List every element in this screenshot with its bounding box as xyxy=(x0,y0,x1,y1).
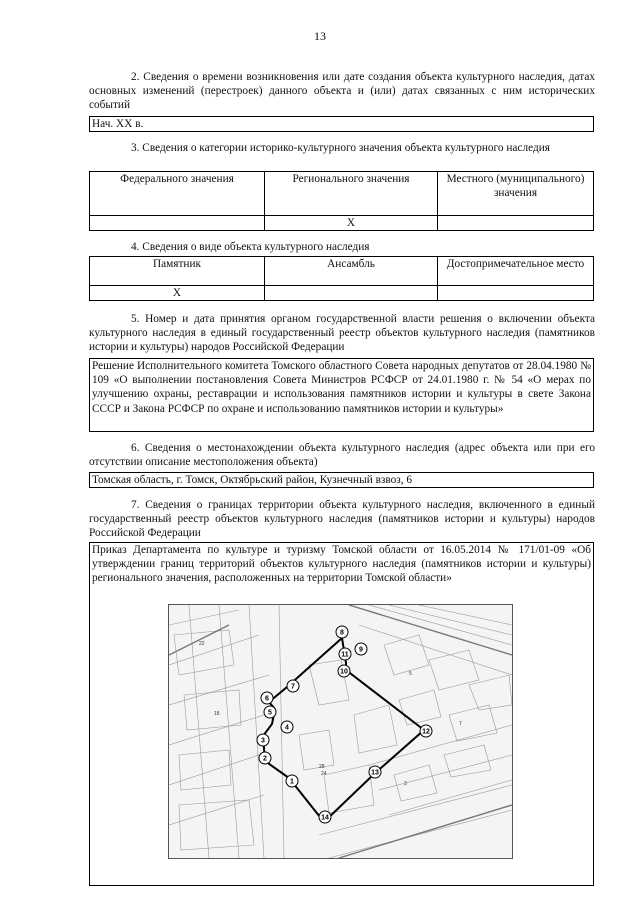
category-header-local: Местного (муниципального) значения xyxy=(438,172,594,216)
boundary-point-label: 10 xyxy=(340,668,348,676)
page-number: 13 xyxy=(314,29,326,43)
boundary-point-label: 6 xyxy=(265,695,269,703)
boundary-point-label: 5 xyxy=(268,709,272,717)
type-header-monument: Памятник xyxy=(90,257,265,286)
svg-text:22: 22 xyxy=(199,641,205,647)
boundary-point-label: 9 xyxy=(359,646,363,654)
type-header-landmark: Достопримечательное место xyxy=(438,257,594,286)
section-4-heading: 4. Сведения о виде объекта культурного наследия xyxy=(131,241,370,253)
type-mark-landmark xyxy=(438,286,594,301)
map-parcel-label: 24 xyxy=(321,771,327,777)
section-3-heading: 3. Сведения о категории историко-культурного значения объекта культурного наследия xyxy=(131,142,550,154)
map-drawing xyxy=(169,605,512,858)
category-mark-federal xyxy=(90,216,265,231)
section-5-value: Решение Исполнительного комитета Томского областного Совета народных депутатов от 28.04.1980 № 109 «О выполнении постановления Совета Министров РСФСР от 24.01.1980 г. № 54 «О мерах по улучшению охраны, реставрации и использования памятников истории и культуры в свете Закона СССР и Закона РСФСР по охране и использованию памятников истории и культуры» xyxy=(89,358,594,432)
boundary-point-label: 11 xyxy=(341,651,349,659)
boundary-point-markers xyxy=(257,626,432,823)
category-header-federal: Федерального значения xyxy=(90,172,265,216)
section-7-heading: 7. Сведения о границах территории объекта культурного наследия, включенного в единый государственный реестр объектов культурного наследия (памятников истории и культуры) народов Российской Федерации xyxy=(89,499,595,540)
boundary-map xyxy=(168,604,513,859)
boundary-point-label: 7 xyxy=(291,683,295,691)
boundary-point-label: 8 xyxy=(340,629,344,637)
category-header-regional: Регионального значения xyxy=(265,172,438,216)
street-lines xyxy=(169,605,512,858)
boundary-point-label: 4 xyxy=(285,724,289,732)
section-2-heading: 2. Сведения о времени возникновения или дате создания объекта культурного наследия, датах основных изменений (перестроек) данного объекта и (или) датах связанных с ним исторических событий xyxy=(89,71,595,112)
map-parcel-label: 28 xyxy=(319,764,325,770)
type-table xyxy=(89,256,594,301)
svg-text:5: 5 xyxy=(409,671,412,677)
section-6-value: Томская область, г. Томск, Октябрьский район, Кузнечный взвоз, 6 xyxy=(89,472,594,488)
section-2-value: Нач. XX в. xyxy=(89,116,594,132)
type-mark-ensemble xyxy=(265,286,438,301)
category-mark-regional: X xyxy=(265,216,438,231)
svg-text:7: 7 xyxy=(459,721,462,727)
section-6-heading: 6. Сведения о местонахождении объекта культурного наследия (адрес объекта или при его отсутствии описание местоположения объекта) xyxy=(89,442,595,469)
section-5-heading: 5. Номер и дата принятия органом государственной власти решения о включении объекта культурного наследия в единый государственный реестр объектов культурного наследия (памятников истории и культуры) народов Российской Федерации xyxy=(89,313,595,354)
boundary-point-label: 2 xyxy=(263,755,267,763)
svg-text:18: 18 xyxy=(214,711,220,717)
svg-text:3: 3 xyxy=(404,781,407,787)
category-mark-local xyxy=(438,216,594,231)
boundary-point-label: 14 xyxy=(321,814,329,822)
type-header-ensemble: Ансамбль xyxy=(265,257,438,286)
type-mark-monument: X xyxy=(90,286,265,301)
category-table xyxy=(89,171,594,231)
section-7-value: Приказ Департамента по культуре и туризму Томской области от 16.05.2014 № 171/01-09 «Об утверждении границ территорий объектов культурного наследия (памятников истории и культуры) регионального значения, расположенных на территории Томской области» xyxy=(92,544,591,585)
boundary-point-label: 12 xyxy=(422,728,430,736)
boundary-point-label: 1 xyxy=(290,778,294,786)
boundary-point-label: 13 xyxy=(371,769,379,777)
map-labels xyxy=(199,641,462,787)
boundary-point-label: 3 xyxy=(261,737,265,745)
